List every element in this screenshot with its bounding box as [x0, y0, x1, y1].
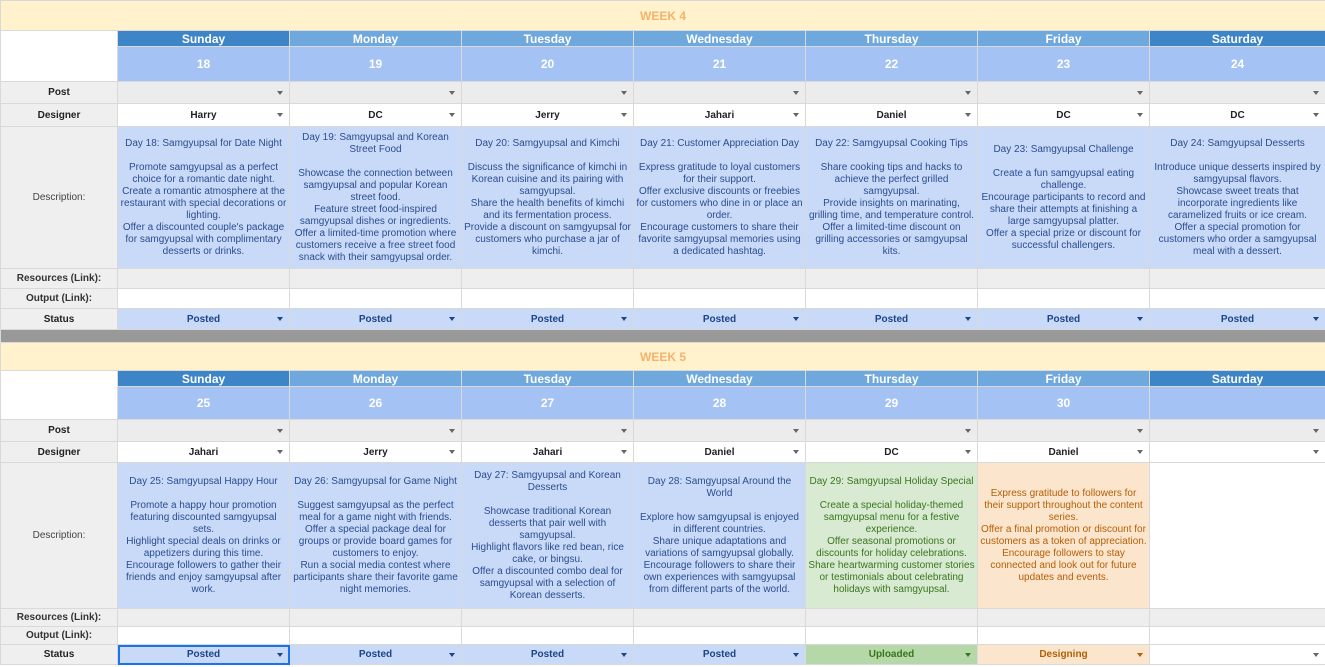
designer-value: Jerry: [363, 446, 388, 458]
description-cell[interactable]: [118, 127, 290, 269]
status-dropdown[interactable]: [1150, 309, 1325, 330]
status-dropdown[interactable]: [462, 645, 634, 665]
day-header-monday[interactable]: Monday: [290, 31, 462, 47]
post-dropdown[interactable]: [978, 82, 1150, 104]
designer-value: DC: [1230, 109, 1245, 121]
designer-value: Daniel: [1048, 446, 1079, 458]
resources-link-cell[interactable]: [806, 269, 978, 289]
output-link-cell[interactable]: [462, 627, 634, 645]
post-dropdown[interactable]: [462, 82, 634, 104]
output-link-cell[interactable]: [634, 289, 806, 309]
description-text: Day 26: Samgyupsal for Game Night Suggest samgyupsal as the perfect meal for a game night with friends. Offer a special package deal for groups or provide board games for customers to enjoy. Run a social media contest where participants share their favorite game night memories.: [293, 475, 458, 595]
status-value: Posted: [186, 649, 221, 660]
status-value: Posted: [702, 313, 737, 325]
status-value: Posted: [530, 649, 565, 660]
description-cell[interactable]: [290, 127, 462, 269]
date-cell[interactable]: 30: [978, 387, 1150, 420]
designer-dropdown[interactable]: [806, 442, 978, 463]
chevron-down-icon[interactable]: [621, 317, 627, 321]
status-dropdown[interactable]: [978, 645, 1150, 665]
output-link-cell[interactable]: [290, 627, 462, 645]
row-label-post: Post: [1, 82, 118, 104]
resources-link-cell[interactable]: [1150, 609, 1325, 627]
chevron-down-icon[interactable]: [793, 450, 799, 454]
resources-link-cell[interactable]: [290, 269, 462, 289]
chevron-down-icon[interactable]: [1137, 317, 1143, 321]
chevron-down-icon[interactable]: [1313, 317, 1319, 321]
date-cell[interactable]: 18: [118, 47, 290, 82]
post-dropdown[interactable]: [1150, 82, 1325, 104]
resources-link-cell[interactable]: [634, 269, 806, 289]
resources-link-cell[interactable]: [118, 269, 290, 289]
day-header-sunday[interactable]: Sunday: [118, 31, 290, 47]
chevron-down-icon[interactable]: [1137, 429, 1143, 433]
chevron-down-icon[interactable]: [277, 653, 283, 657]
chevron-down-icon[interactable]: [965, 317, 971, 321]
day-header-friday[interactable]: Friday: [978, 31, 1150, 47]
week-title[interactable]: WEEK 5: [1, 343, 1325, 371]
description-cell[interactable]: [806, 463, 978, 609]
chevron-down-icon[interactable]: [793, 317, 799, 321]
row-label-post: Post: [1, 420, 118, 442]
status-value: Posted: [702, 649, 737, 660]
post-dropdown[interactable]: [634, 420, 806, 442]
description-text: Day 29: Samgyupsal Holiday Special Create a special holiday-themed samgyupsal menu for a festive experience. Offer seasonal promotions or discounts for holiday celebrations. Share heartwarming customer stories or testimonials about celebrating holidays with samgyupsal.: [808, 475, 975, 595]
day-header-saturday[interactable]: Saturday: [1150, 371, 1325, 387]
week-separator: [1, 330, 1325, 343]
status-dropdown[interactable]: [462, 309, 634, 330]
description-cell[interactable]: [806, 127, 978, 269]
status-dropdown[interactable]: [806, 309, 978, 330]
day-header-thursday[interactable]: Thursday: [806, 371, 978, 387]
description-text: Day 22: Samgyupsal Cooking Tips Share cooking tips and hacks to achieve the perfect grilled samgyupsal. Provide insights on marinating, grilling time, and temperature control. Offer a limited-time discount on grilling accessories or samgyupsal kits.: [808, 137, 975, 257]
designer-value: Jahari: [704, 109, 735, 121]
status-value: Posted: [1046, 313, 1081, 325]
chevron-down-icon[interactable]: [277, 429, 283, 433]
status-value: Posted: [186, 313, 221, 325]
post-dropdown[interactable]: [806, 82, 978, 104]
chevron-down-icon[interactable]: [449, 653, 455, 657]
chevron-down-icon[interactable]: [621, 113, 627, 117]
day-header-thursday[interactable]: Thursday: [806, 31, 978, 47]
designer-dropdown[interactable]: [1150, 104, 1325, 127]
post-dropdown[interactable]: [118, 420, 290, 442]
output-link-cell[interactable]: [462, 289, 634, 309]
chevron-down-icon[interactable]: [793, 653, 799, 657]
designer-value: DC: [1056, 109, 1071, 121]
description-cell[interactable]: [118, 463, 290, 609]
row-label-output: Output (Link):: [1, 289, 118, 309]
status-dropdown[interactable]: [118, 645, 290, 665]
status-dropdown[interactable]: [634, 309, 806, 330]
post-dropdown[interactable]: [462, 420, 634, 442]
post-dropdown[interactable]: [978, 420, 1150, 442]
day-header-wednesday[interactable]: Wednesday: [634, 371, 806, 387]
output-link-cell[interactable]: [806, 289, 978, 309]
designer-value: DC: [884, 446, 899, 458]
output-link-cell[interactable]: [118, 627, 290, 645]
status-value: Designing: [1039, 649, 1088, 660]
status-dropdown[interactable]: [290, 309, 462, 330]
output-link-cell[interactable]: [978, 289, 1150, 309]
output-link-cell[interactable]: [1150, 289, 1325, 309]
date-cell[interactable]: [1150, 387, 1325, 420]
designer-value: Harry: [190, 109, 217, 121]
row-label-designer: Designer: [1, 104, 118, 127]
day-header-tuesday[interactable]: Tuesday: [462, 31, 634, 47]
chevron-down-icon[interactable]: [449, 317, 455, 321]
output-link-cell[interactable]: [634, 627, 806, 645]
description-text: Day 20: Samgyupsal and Kimchi Discuss the significance of kimchi in Korean cuisine and its pairing with samgyupsal. Share the health benefits of kimchi and its fermentation process. Provide a discount on samgyupsal for customers who purchase a jar of kimchi.: [464, 137, 631, 257]
resources-link-cell[interactable]: [806, 609, 978, 627]
status-dropdown[interactable]: [978, 309, 1150, 330]
status-dropdown[interactable]: [290, 645, 462, 665]
post-dropdown[interactable]: [290, 82, 462, 104]
resources-link-cell[interactable]: [462, 269, 634, 289]
day-header-wednesday[interactable]: Wednesday: [634, 31, 806, 47]
designer-dropdown[interactable]: [290, 104, 462, 127]
chevron-down-icon[interactable]: [1313, 91, 1319, 95]
chevron-down-icon[interactable]: [277, 450, 283, 454]
post-dropdown[interactable]: [118, 82, 290, 104]
day-header-sunday[interactable]: Sunday: [118, 371, 290, 387]
designer-dropdown[interactable]: [978, 442, 1150, 463]
description-cell[interactable]: [462, 127, 634, 269]
date-cell[interactable]: 27: [462, 387, 634, 420]
designer-value: Jahari: [532, 446, 563, 458]
post-dropdown[interactable]: [290, 420, 462, 442]
date-cell[interactable]: 22: [806, 47, 978, 82]
post-dropdown[interactable]: [634, 82, 806, 104]
status-value: Posted: [1220, 313, 1255, 325]
date-cell[interactable]: 25: [118, 387, 290, 420]
description-cell[interactable]: [1150, 127, 1325, 269]
chevron-down-icon[interactable]: [1313, 113, 1319, 117]
designer-dropdown[interactable]: [118, 104, 290, 127]
description-text: Day 18: Samgyupsal for Date Night Promote samgyupsal as a perfect choice for a romantic date night. Create a romantic atmosphere at the restaurant with special decorations or lighting. Offer a discounted couple's package for samgyupsal with complimentary desserts or drinks.: [120, 137, 287, 257]
date-cell[interactable]: 24: [1150, 47, 1325, 82]
resources-link-cell[interactable]: [1150, 269, 1325, 289]
designer-value: Daniel: [704, 446, 735, 458]
row-label-status: Status: [1, 309, 118, 330]
row-label-description: Description:: [1, 127, 118, 269]
chevron-down-icon[interactable]: [793, 113, 799, 117]
row-label-designer: Designer: [1, 442, 118, 463]
chevron-down-icon[interactable]: [965, 429, 971, 433]
description-cell[interactable]: [634, 127, 806, 269]
chevron-down-icon[interactable]: [621, 653, 627, 657]
row-label-status: Status: [1, 645, 118, 665]
chevron-down-icon[interactable]: [277, 91, 283, 95]
designer-dropdown[interactable]: [462, 442, 634, 463]
post-dropdown[interactable]: [1150, 420, 1325, 442]
day-header-tuesday[interactable]: Tuesday: [462, 371, 634, 387]
status-dropdown[interactable]: [634, 645, 806, 665]
designer-dropdown[interactable]: [462, 104, 634, 127]
date-cell[interactable]: 28: [634, 387, 806, 420]
chevron-down-icon[interactable]: [793, 429, 799, 433]
description-text: Day 24: Samgyupsal Desserts Introduce unique desserts inspired by samgyupsal flavors. Showcase sweet treats that incorporate ingredients like caramelized fruits or ice cream. Offer a special promotion for customers who order a samgyupsal meal with a dessert.: [1154, 137, 1321, 257]
week-title[interactable]: WEEK 4: [1, 1, 1325, 31]
date-cell[interactable]: 20: [462, 47, 634, 82]
date-cell[interactable]: 23: [978, 47, 1150, 82]
chevron-down-icon[interactable]: [1313, 429, 1319, 433]
chevron-down-icon[interactable]: [1313, 450, 1319, 454]
week-5-table: [0, 342, 1325, 665]
chevron-down-icon[interactable]: [965, 653, 971, 657]
status-dropdown[interactable]: [1150, 645, 1325, 665]
status-value: Posted: [874, 313, 909, 325]
chevron-down-icon[interactable]: [277, 317, 283, 321]
chevron-down-icon[interactable]: [1137, 91, 1143, 95]
chevron-down-icon[interactable]: [449, 113, 455, 117]
designer-dropdown[interactable]: [806, 104, 978, 127]
row-label-resources: Resources (Link):: [1, 609, 118, 627]
resources-link-cell[interactable]: [462, 609, 634, 627]
output-link-cell[interactable]: [978, 627, 1150, 645]
description-cell[interactable]: [290, 463, 462, 609]
output-link-cell[interactable]: [290, 289, 462, 309]
status-value: Uploaded: [868, 649, 915, 660]
designer-dropdown[interactable]: [290, 442, 462, 463]
corner-cell[interactable]: [1, 371, 118, 420]
chevron-down-icon[interactable]: [1313, 653, 1319, 657]
description-cell[interactable]: [634, 463, 806, 609]
description-text: Express gratitude to followers for their support throughout the content series. Offer a final promotion or discount for customers as a token of appreciation. Encourage followers to stay connected and look out for future updates and events.: [980, 487, 1147, 583]
designer-value: DC: [368, 109, 383, 121]
designer-dropdown[interactable]: [118, 442, 290, 463]
chevron-down-icon[interactable]: [449, 450, 455, 454]
day-header-monday[interactable]: Monday: [290, 371, 462, 387]
row-label-output: Output (Link):: [1, 627, 118, 645]
description-text: Day 19: Samgyupsal and Korean Street Food Showcase the connection between samgyupsal and popular Korean street food. Feature street food-inspired samgyupsal dishes or ingredients. Offer a limited-time promotion where customers receive a free street food snack with their samgyupsal order.: [294, 131, 457, 263]
resources-link-cell[interactable]: [290, 609, 462, 627]
chevron-down-icon[interactable]: [1137, 653, 1143, 657]
chevron-down-icon[interactable]: [449, 91, 455, 95]
designer-value: Jerry: [535, 109, 560, 121]
chevron-down-icon[interactable]: [1137, 450, 1143, 454]
chevron-down-icon[interactable]: [965, 91, 971, 95]
chevron-down-icon[interactable]: [449, 429, 455, 433]
designer-value: Daniel: [876, 109, 907, 121]
description-cell[interactable]: [978, 463, 1150, 609]
chevron-down-icon[interactable]: [621, 91, 627, 95]
corner-cell[interactable]: [1, 31, 118, 82]
status-dropdown[interactable]: [118, 309, 290, 330]
description-cell[interactable]: [978, 127, 1150, 269]
chevron-down-icon[interactable]: [277, 113, 283, 117]
description-text: Day 28: Samgyupsal Around the World Explore how samgyupsal is enjoyed in different countries. Share unique adaptations and variations of samgyupsal globally. Encourage followers to share their own experiences with samgyupsal from different parts of the world.: [640, 475, 799, 595]
description-cell[interactable]: [1150, 463, 1325, 609]
date-cell[interactable]: 19: [290, 47, 462, 82]
chevron-down-icon[interactable]: [1137, 113, 1143, 117]
status-value: Posted: [530, 313, 565, 325]
description-text: Day 27: Samgyupsal and Korean Desserts Showcase traditional Korean desserts that pair well with samgyupsal. Highlight flavors like red bean, rice cake, or bingsu. Offer a discounted combo deal for samgyupsal with a selection of Korean desserts.: [471, 469, 624, 601]
date-cell[interactable]: 26: [290, 387, 462, 420]
designer-dropdown[interactable]: [978, 104, 1150, 127]
designer-value: Jahari: [188, 446, 219, 458]
chevron-down-icon[interactable]: [965, 450, 971, 454]
designer-dropdown[interactable]: [634, 442, 806, 463]
resources-link-cell[interactable]: [978, 269, 1150, 289]
description-text: Day 21: Customer Appreciation Day Express gratitude to loyal customers for their support. Offer exclusive discounts or freebies for customers who dine in or place an order. Encourage customers to share their favorite samgyupsal memories using a dedicated hashtag.: [636, 137, 803, 257]
chevron-down-icon[interactable]: [621, 450, 627, 454]
resources-link-cell[interactable]: [634, 609, 806, 627]
description-text: Day 25: Samgyupsal Happy Hour Promote a happy hour promotion featuring discounted samgyupsal sets. Highlight special deals on drinks or appetizers during this time. Encourage followers to gather their friends and enjoy samgyupsal after work.: [125, 475, 282, 595]
resources-link-cell[interactable]: [978, 609, 1150, 627]
output-link-cell[interactable]: [118, 289, 290, 309]
output-link-cell[interactable]: [806, 627, 978, 645]
chevron-down-icon[interactable]: [793, 91, 799, 95]
row-label-resources: Resources (Link):: [1, 269, 118, 289]
status-dropdown[interactable]: [806, 645, 978, 665]
chevron-down-icon[interactable]: [621, 429, 627, 433]
day-header-friday[interactable]: Friday: [978, 371, 1150, 387]
day-header-saturday[interactable]: Saturday: [1150, 31, 1325, 47]
designer-dropdown[interactable]: [634, 104, 806, 127]
post-dropdown[interactable]: [806, 420, 978, 442]
chevron-down-icon[interactable]: [965, 113, 971, 117]
date-cell[interactable]: 21: [634, 47, 806, 82]
status-value: Posted: [358, 649, 393, 660]
description-text: Day 23: Samgyupsal Challenge Create a fun samgyupsal eating challenge. Encourage participants to record and share their attempts at finishing a large samgyupsal platter. Offer a special prize or discount for successful challengers.: [981, 143, 1146, 251]
description-cell[interactable]: [462, 463, 634, 609]
output-link-cell[interactable]: [1150, 627, 1325, 645]
resources-link-cell[interactable]: [118, 609, 290, 627]
row-label-description: Description:: [1, 463, 118, 609]
date-cell[interactable]: 29: [806, 387, 978, 420]
status-value: Posted: [358, 313, 393, 325]
designer-dropdown[interactable]: [1150, 442, 1325, 463]
